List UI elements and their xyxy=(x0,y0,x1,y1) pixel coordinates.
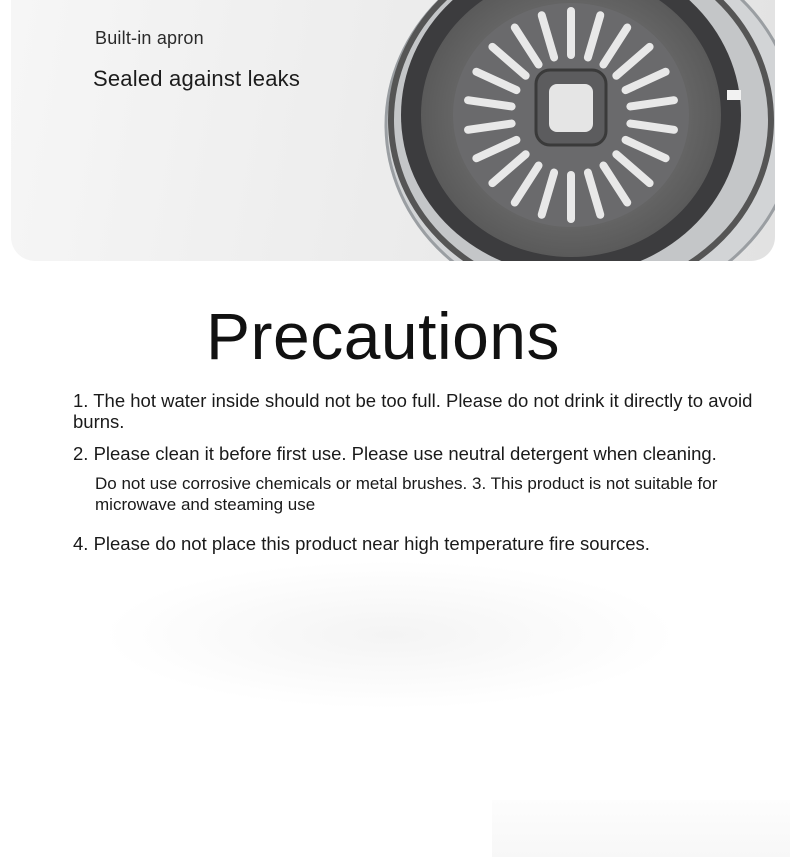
precaution-item-2: 2. Please clean it before first use. Please use neutral detergent when cleaning. xyxy=(73,443,717,464)
hero-feature-sealed: Sealed against leaks xyxy=(93,66,301,91)
precaution-item-1: 1. The hot water inside should not be too full. Please do not drink it directly to avoid burns. xyxy=(73,390,753,432)
precaution-item-4: 4. Please do not place this product near high temperature fire sources. xyxy=(73,533,650,554)
faded-background-image xyxy=(100,560,680,710)
strainer-lid-image xyxy=(331,0,775,261)
hero-feature-apron: Built-in apron xyxy=(95,28,204,48)
precautions-title: Precautions xyxy=(205,299,561,373)
faded-corner-image xyxy=(492,800,790,857)
strainer-slot xyxy=(567,171,575,223)
precaution-item-2-continued: Do not use corrosive chemicals or metal brushes. 3. This product is not suitable for microwave and steaming use xyxy=(95,474,718,514)
strainer-slot xyxy=(567,7,575,59)
product-hero-image xyxy=(11,0,775,261)
